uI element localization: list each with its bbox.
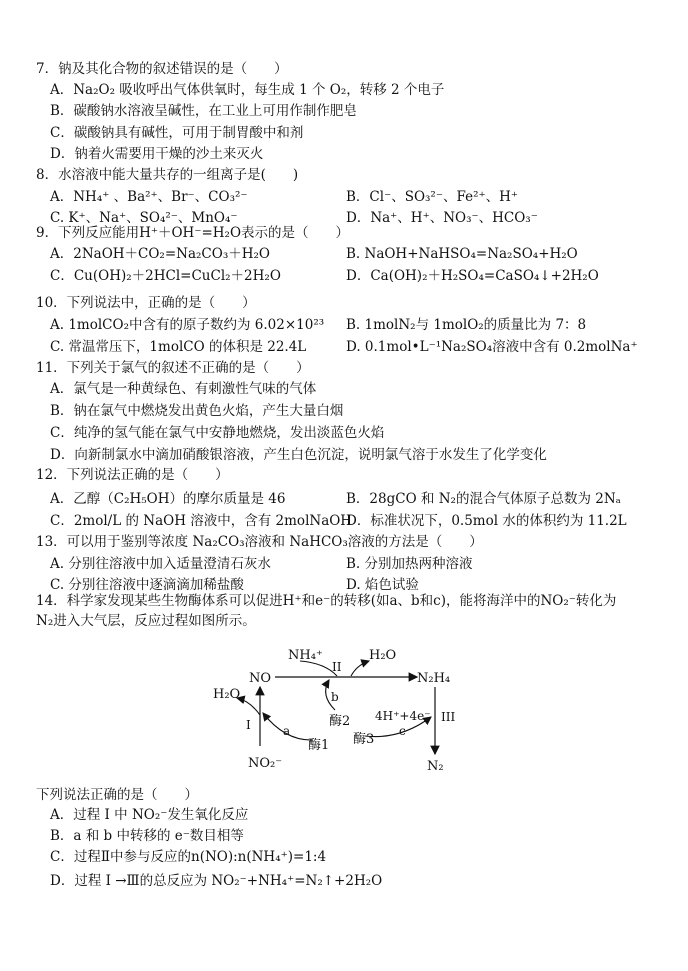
label-process-1: I bbox=[246, 718, 251, 732]
q9-stem: 9．下列反应能用H⁺＋OH⁻=H₂O表示的是（ ） bbox=[36, 225, 350, 241]
q7-stem: 7．钠及其化合物的叙述错误的是（ ） bbox=[36, 61, 288, 77]
q9-option-c: C．Cu(OH)₂＋2HCl=CuCl₂＋2H₂O bbox=[50, 268, 281, 284]
arrow-h2o-top bbox=[351, 661, 369, 676]
q8-option-c: C. K⁺、Na⁺、SO₄²⁻、MnO₄⁻ bbox=[50, 210, 238, 226]
label-n2: N₂ bbox=[427, 759, 444, 774]
q14-option-b: B．a 和 b 中转移的 e⁻数目相等 bbox=[50, 828, 244, 844]
arrow-h2o-left bbox=[237, 698, 260, 715]
q7-option-c: C．碳酸钠具有碱性，可用于制胃酸中和剂 bbox=[50, 125, 304, 141]
q14-stem-line2: N₂进入大气层，反应过程如图所示。 bbox=[36, 613, 256, 629]
label-enzyme1: 酶1 bbox=[308, 738, 330, 753]
q14-option-d: D．过程 I →Ⅲ的总反应为 NO₂⁻+NH₄⁺=N₂↑+2H₂O bbox=[50, 873, 383, 889]
q13-option-b: B. 分别加热两种溶液 bbox=[346, 556, 473, 572]
label-enzyme2: 酶2 bbox=[329, 714, 351, 729]
q9-option-a: A．2NaOH＋CO₂=Na₂CO₃＋H₂O bbox=[50, 246, 270, 262]
q11-option-d: D．向新制氯水中滴加硝酸银溶液，产生白色沉淀，说明氯气溶于水发生了化学变化 bbox=[50, 447, 547, 463]
label-n2h4: N₂H₄ bbox=[417, 671, 451, 686]
q12-option-a: A．乙醇（C₂H₅OH）的摩尔质量是 46 bbox=[50, 491, 286, 507]
q10-option-a: A. 1molCO₂中含有的原子数约为 6.02×10²³ bbox=[50, 317, 325, 333]
q14-option-c: C．过程Ⅱ中参与反应的n(NO):n(NH₄⁺)=1:4 bbox=[50, 849, 327, 865]
q11-option-a: A．氯气是一种黄绿色、有刺激性气味的气体 bbox=[50, 381, 317, 397]
label-no2: NO₂⁻ bbox=[248, 756, 283, 771]
q9-option-b: B. NaOH+NaHSO₄=Na₂SO₄+H₂O bbox=[346, 246, 578, 262]
q11-option-c: C．纯净的氢气能在氯气中安静地燃烧，发出淡蓝色火焰 bbox=[50, 425, 385, 441]
label-no: NO bbox=[249, 671, 272, 686]
label-h2o-left: H₂O bbox=[213, 687, 241, 702]
q9-option-d: D．Ca(OH)₂＋H₂SO₄=CaSO₄↓+2H₂O bbox=[346, 268, 599, 284]
q12-option-d: D．标准状况下，0.5mol 水的体积约为 11.2L bbox=[346, 513, 627, 529]
q8-stem: 8．水溶液中能大量共存的一组离子是( ) bbox=[36, 167, 299, 183]
q13-option-d: D. 焰色试验 bbox=[346, 577, 419, 593]
q12-option-c: C．2mol/L 的 NaOH 溶液中，含有 2molNaOH bbox=[50, 513, 353, 529]
label-process-2: II bbox=[332, 660, 342, 674]
q10-option-d: D. 0.1mol•L⁻¹Na₂SO₄溶液中含有 0.2molNa⁺ bbox=[346, 339, 638, 355]
label-h2o-top: H₂O bbox=[369, 648, 397, 663]
q13-option-a: A. 分别往溶液中加入适量澄清石灰水 bbox=[50, 556, 271, 572]
q14-option-a: A．过程 I 中 NO₂⁻发生氧化反应 bbox=[50, 807, 249, 823]
q8-option-d: D．Na⁺、H⁺、NO₃⁻、HCO₃⁻ bbox=[346, 210, 538, 226]
q7-option-d: D．钠着火需要用干燥的沙土来灭火 bbox=[50, 146, 264, 162]
label-a: a bbox=[283, 724, 291, 738]
q8-option-a: A．NH₄⁺ 、Ba²⁺、Br⁻、CO₃²⁻ bbox=[50, 189, 248, 205]
q14-stem-line1: 14．科学家发现某些生物酶体系可以促进H⁺和e⁻的转移(如a、b和c)，能将海洋中的NO₂⁻转化为 bbox=[36, 593, 617, 609]
q10-option-c: C. 常温常压下，1molCO 的体积是 22.4L bbox=[50, 339, 307, 355]
q10-stem: 10．下列说法中，正确的是（ ） bbox=[36, 295, 256, 311]
label-nh4: NH₄⁺ bbox=[288, 648, 323, 663]
label-h-e: 4H⁺+4e⁻ bbox=[375, 709, 431, 723]
q11-option-b: B．钠在氯气中燃烧发出黄色火焰，产生大量白烟 bbox=[50, 403, 344, 419]
label-enzyme3: 酶3 bbox=[353, 732, 375, 747]
q8-option-b: B．Cl⁻、SO₃²⁻、Fe²⁺、H⁺ bbox=[346, 189, 519, 205]
q11-stem: 11．下列关于氯气的叙述不正确的是（ ） bbox=[36, 360, 310, 376]
label-process-3: III bbox=[441, 710, 456, 724]
q12-stem: 12．下列说法正确的是（ ） bbox=[36, 467, 229, 483]
reaction-diagram bbox=[205, 643, 495, 778]
label-b: b bbox=[331, 690, 339, 704]
q10-option-b: B. 1molN₂与 1molO₂的质量比为 7：8 bbox=[346, 317, 587, 333]
q13-option-c: C. 分别往溶液中逐滴滴加稀盐酸 bbox=[50, 577, 244, 593]
label-c: c bbox=[399, 724, 406, 738]
q13-stem: 13．可以用于鉴别等浓度 Na₂CO₃溶液和 NaHCO₃溶液的方法是（ ） bbox=[36, 534, 483, 550]
q7-option-b: B．碳酸钠水溶液呈碱性，在工业上可用作制作肥皂 bbox=[50, 103, 357, 119]
q14-prompt: 下列说法正确的是（ ） bbox=[36, 787, 198, 803]
q12-option-b: B．28gCO 和 N₂的混合气体原子总数为 2Nₐ bbox=[346, 491, 621, 507]
q7-option-a: A．Na₂O₂ 吸收呼出气体供氧时，每生成 1 个 O₂，转移 2 个电子 bbox=[50, 82, 445, 98]
